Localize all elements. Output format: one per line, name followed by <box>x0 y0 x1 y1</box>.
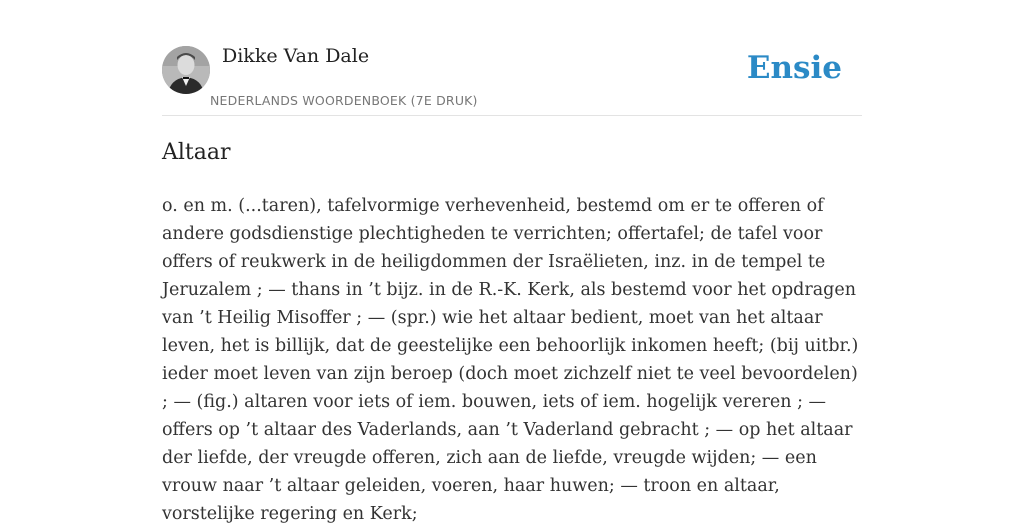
author-name[interactable]: Dikke Van Dale <box>222 45 370 67</box>
entry-title: Altaar <box>162 140 231 165</box>
author-avatar[interactable] <box>162 46 210 94</box>
entry-definition: o. en m. (...taren), tafelvormige verhevenheid, bestemd om er te offeren of andere godsdienstige plechtigheden te verrichten; offertafel; de tafel voor offers of reukwerk in de heiligdommen der Israëlieten, inz. in de tempel te Jeruzalem ; — thans in ’t bijz. in de R.-K. Kerk, als bestemd voor het opdragen van ’t Heilig Misoffer ; — (spr.) wie het altaar bedient, moet van het altaar leven, het is billijk, dat de geestelijke een behoorlijk inkomen heeft; (bij uitbr.) ieder moet leven van zijn beroep (doch moet zichzelf niet te veel bevoordelen) ; — (fig.) altaren voor iets of iem. bouwen, iets of iem. hogelijk vereren ; — offers op ’t altaar des Vaderlands, aan ’t Vaderland gebracht ; — op het altaar der liefde, der vreugde offeren, zich aan de liefde, vreugde wijden; — een vrouw naar ’t altaar geleiden, voeren, haar huwen; — troon en altaar, vorstelijke regering en Kerk; <box>162 196 859 524</box>
portrait-image <box>162 46 210 94</box>
dictionary-source: NEDERLANDS WOORDENBOEK (7E DRUK) <box>210 93 478 108</box>
entry-header <box>162 0 862 116</box>
header-divider <box>162 115 862 116</box>
ensie-logo[interactable]: Ensie <box>746 50 842 86</box>
